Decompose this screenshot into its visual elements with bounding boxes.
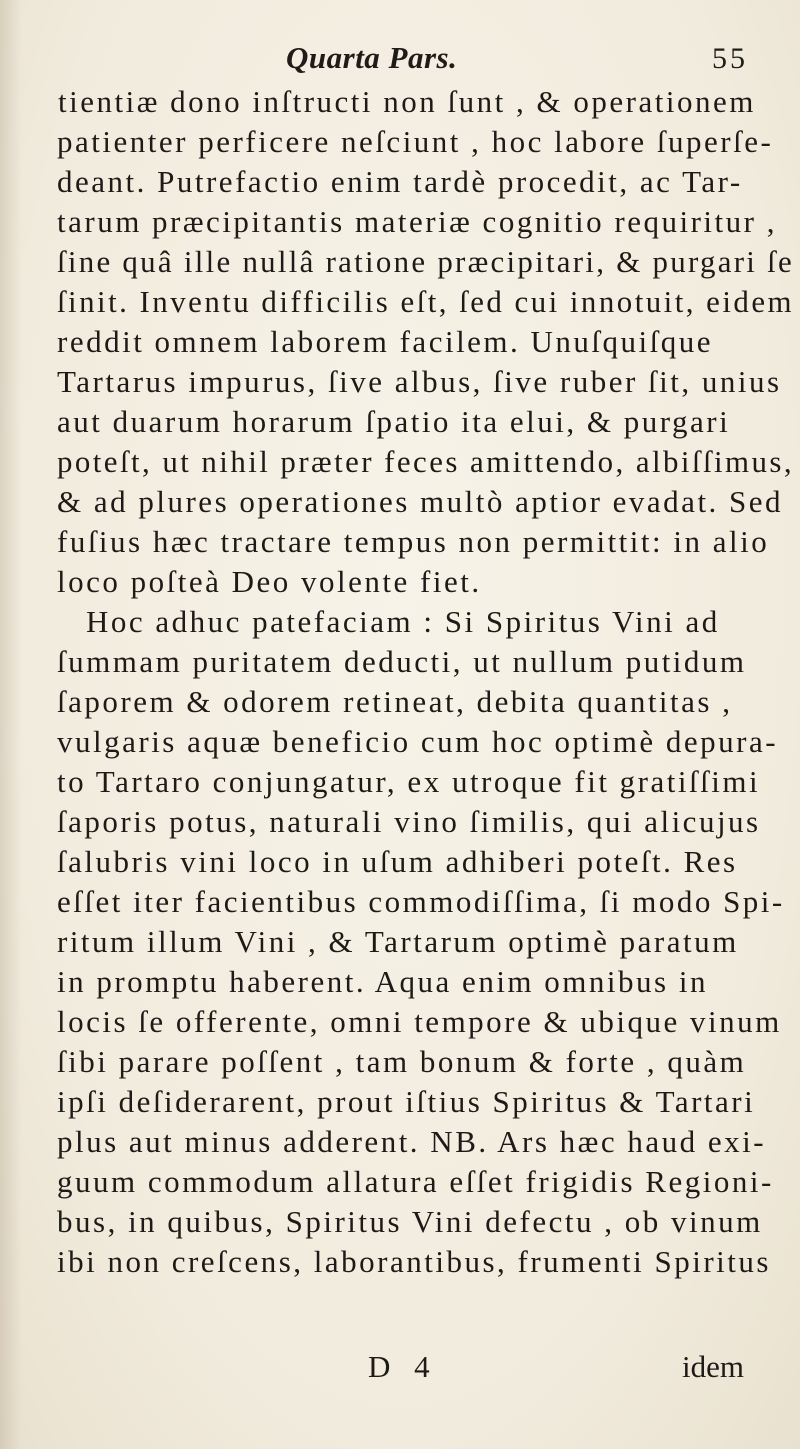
text-line: guum commodum allatura eſſet frigidis Regioni-	[57, 1164, 774, 1199]
text-line: ſalubris vini loco in uſum adhiberi poteſt. Res	[57, 844, 738, 879]
text-line: eſſet iter facientibus commodiſſima, ſi modo Spi-	[57, 884, 785, 919]
text-line: ritum illum Vini , & Tartarum optimè paratum	[57, 924, 739, 959]
text-line: patienter perficere neſciunt , hoc labore ſuperſe-	[57, 124, 774, 159]
text-line: & ad plures operationes multò aptior evadat. Sed	[57, 484, 784, 519]
text-line: ſaporem & odorem retineat, debita quantitas ,	[57, 684, 733, 719]
page-number: 55	[712, 42, 748, 75]
text-line: ſibi parare poſſent , tam bonum & forte , quàm	[57, 1044, 747, 1079]
text-line: ſummam puritatem deducti, ut nullum putidum	[57, 644, 747, 679]
text-line: vulgaris aquæ beneficio cum hoc optimè depura-	[57, 724, 779, 759]
running-title: Quarta Pars.	[286, 40, 458, 75]
page-header	[0, 30, 800, 80]
text-line: ipſi deſiderarent, prout iſtius Spiritus & Tartari	[57, 1084, 756, 1119]
text-line: Tartarus impurus, ſive albus, ſive ruber ſit, unius	[57, 364, 782, 399]
text-line: ſinit. Inventu difficilis eſt, ſed cui innotuit, eidem	[57, 284, 795, 319]
text-line: bus, in quibus, Spiritus Vini defectu , ob vinum	[57, 1204, 763, 1239]
text-line: deant. Putrefactio enim tardè procedit, ac Tar-	[57, 164, 743, 199]
text-line: plus aut minus adderent. NB. Ars hæc haud exi-	[57, 1124, 767, 1159]
text-line: to Tartaro conjungatur, ex utroque fit gratiſſimi	[57, 764, 761, 799]
text-line: ſine quâ ille nullâ ratione præcipitari, & purgari ſe	[57, 244, 794, 279]
page-footer	[0, 1347, 800, 1387]
text-line: locis ſe offerente, omni tempore & ubique vinum	[57, 1004, 782, 1039]
text-line: reddit omnem laborem facilem. Unuſquiſque	[57, 324, 714, 359]
text-line: ſaporis potus, naturali vino ſimilis, qui alicujus	[57, 804, 761, 839]
text-line: in promptu haberent. Aqua enim omnibus in	[57, 964, 708, 999]
signature-mark: D 4	[368, 1349, 438, 1384]
text-line: tientiæ dono inſtructi non ſunt , & operationem	[58, 84, 756, 119]
text-line: ibi non creſcens, laborantibus, frumenti Spiritus	[57, 1244, 771, 1279]
text-line: poteſt, ut nihil præter feces amittendo, albiſſimus,	[57, 444, 794, 479]
gutter-shadow	[0, 0, 22, 1449]
text-line: aut duarum horarum ſpatio ita elui, & purgari	[57, 404, 731, 439]
text-line: loco poſteà Deo volente fiet.	[57, 564, 482, 599]
text-line: tarum præcipitantis materiæ cognitio requiritur ,	[57, 204, 777, 239]
text-line: fuſius hæc tractare tempus non permittit: in alio	[57, 524, 770, 559]
text-line: Hoc adhuc patefaciam : Si Spiritus Vini ad	[86, 604, 720, 639]
catchword: idem	[682, 1349, 744, 1384]
